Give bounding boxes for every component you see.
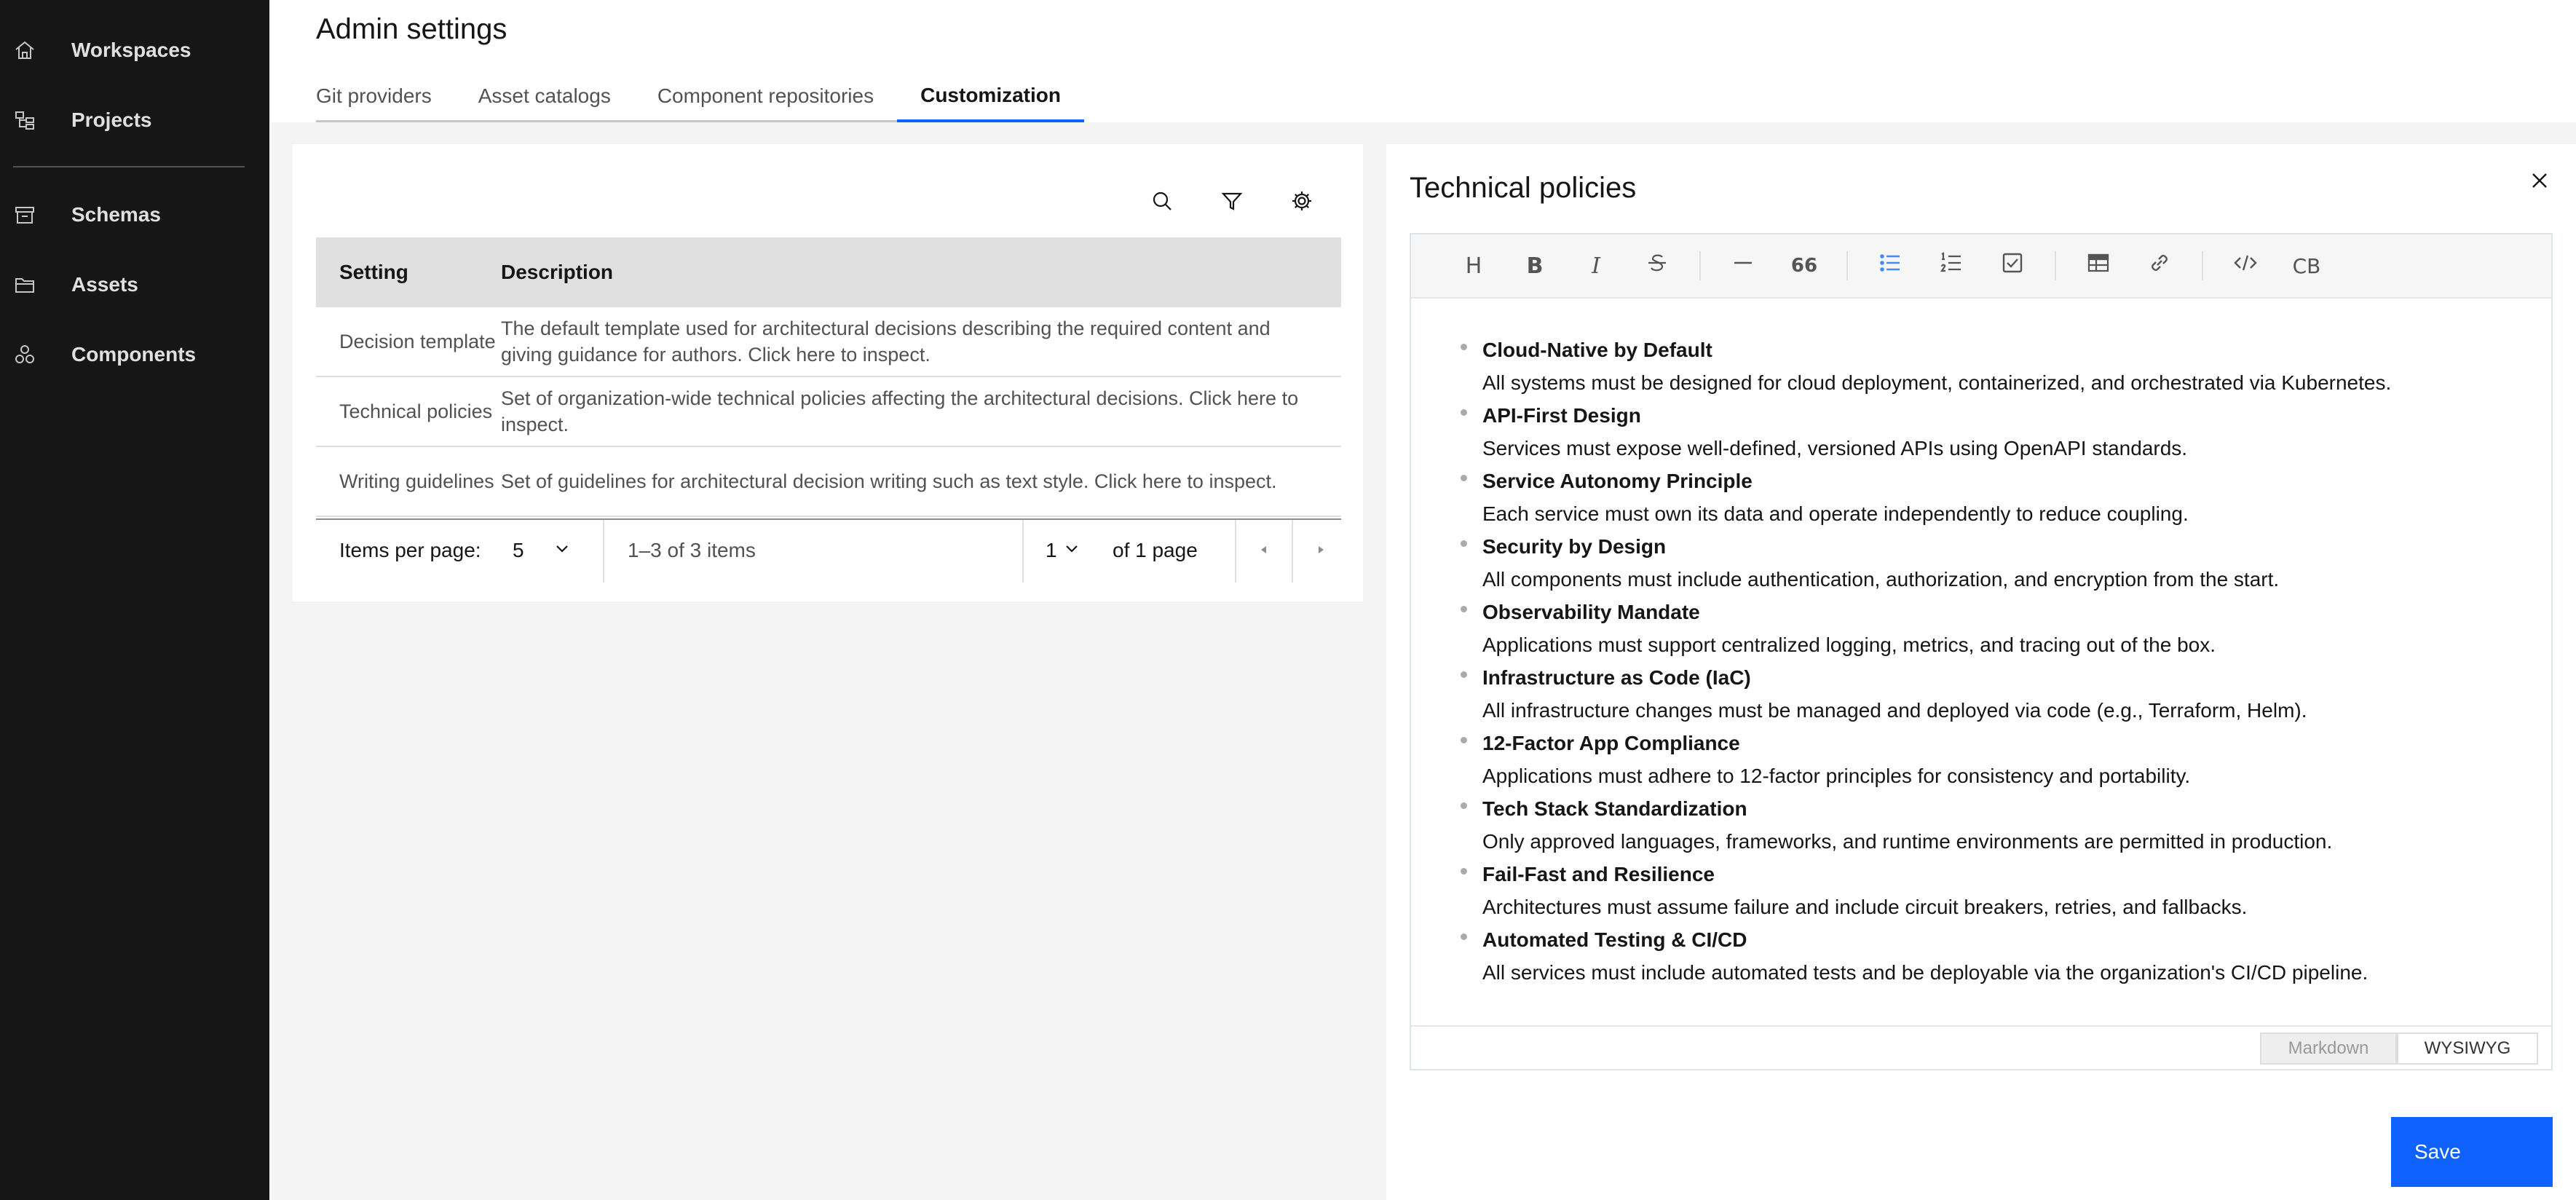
pagination-divider [1022, 520, 1024, 583]
table-header [316, 237, 1341, 307]
items-per-page-label: Items per page: [339, 539, 481, 561]
policy-description: All services must include automated tests and be deployable via the organization's CI/CD pipeline. [1482, 961, 2368, 984]
next-page-button[interactable] [1293, 519, 1348, 582]
link-button[interactable] [2141, 247, 2178, 285]
project-icon [13, 108, 36, 132]
code-block-icon: CB [2292, 253, 2321, 278]
editor-content[interactable] [1411, 299, 2551, 1027]
policy-title: Security by Design [1482, 535, 1667, 558]
ordered-list-button[interactable] [1932, 247, 1970, 285]
close-button[interactable] [2525, 167, 2554, 197]
table-icon [2086, 250, 2111, 281]
policy-editor-panel [1386, 144, 2576, 1200]
description-cell: Set of organization-wide technical policies affecting the architectural decisions. Click here to inspect. [501, 387, 1299, 435]
wysiwyg-mode-tab[interactable]: WYSIWYG [2397, 1033, 2538, 1065]
setting-cell: Decision template [339, 331, 496, 352]
policy-description: Only approved languages, frameworks, and runtime environments are permitted in production. [1482, 830, 2333, 853]
sidebar-item-label: Schemas [71, 203, 161, 226]
toolbar-separator [2055, 251, 2056, 280]
policy-description: All components must include authentication, authorization, and encryption from the start. [1482, 568, 2280, 591]
policy-title: Fail-Fast and Resilience [1482, 863, 1715, 885]
items-range: 1–3 of 3 items [628, 539, 756, 561]
list-item [1459, 596, 2551, 661]
setting-cell: Technical policies [339, 400, 493, 422]
settings-icon[interactable] [1286, 185, 1318, 217]
horizontal-rule-button[interactable] [1724, 247, 1762, 285]
code-icon [2233, 250, 2258, 281]
strikethrough-icon [1645, 250, 1670, 281]
page-select[interactable] [1046, 539, 1080, 562]
pagination [316, 518, 1341, 581]
policy-description: All infrastructure changes must be managed and deployed via code (e.g., Terraform, Helm). [1482, 699, 2307, 722]
toolbar-separator [2202, 251, 2203, 280]
settings-table [316, 237, 1341, 517]
items-per-page-select[interactable] [513, 539, 571, 562]
markdown-mode-tab[interactable]: Markdown [2260, 1033, 2397, 1065]
panel-title: Technical policies [1410, 172, 1637, 204]
sidebar-item-assets[interactable] [0, 259, 269, 310]
task-list-icon [2000, 250, 2025, 281]
schema-icon [13, 203, 36, 226]
bullet-list-button[interactable] [1871, 247, 1909, 285]
list-item [1459, 530, 2551, 596]
close-icon [2530, 171, 2549, 194]
policy-description: Architectures must assume failure and include circuit breakers, retries, and fallbacks. [1482, 896, 2248, 918]
bullet-list-icon [1878, 250, 1903, 281]
sidebar-item-label: Assets [71, 273, 138, 296]
table-button[interactable] [2079, 247, 2117, 285]
description-cell: The default template used for architectural decisions describing the required content and giving guidance for authors. Click here to inspect. [501, 317, 1271, 366]
italic-icon: I [1592, 253, 1600, 279]
tab-asset-catalogs[interactable]: Asset catalogs [455, 71, 634, 122]
sidebar-item-label: Workspaces [71, 39, 191, 61]
policy-title: Service Autonomy Principle [1482, 470, 1753, 492]
policy-title: Tech Stack Standardization [1482, 797, 1747, 820]
list-item [1459, 792, 2551, 858]
rich-text-editor [1410, 233, 2553, 1070]
sidebar-divider [13, 166, 245, 167]
heading-button[interactable] [1455, 247, 1493, 285]
policy-title: Automated Testing & CI/CD [1482, 928, 1747, 951]
list-item [1459, 727, 2551, 792]
sidebar-item-schemas[interactable] [0, 189, 269, 240]
items-per-page-value: 5 [513, 539, 524, 561]
list-item [1459, 465, 2551, 530]
table-row[interactable] [316, 377, 1341, 447]
setting-cell: Writing guidelines [339, 470, 494, 492]
quote-icon: 66 [1790, 255, 1818, 277]
folder-icon [13, 273, 36, 296]
policy-title: API-First Design [1482, 404, 1641, 427]
previous-page-button[interactable] [1236, 519, 1292, 582]
list-item [1459, 923, 2551, 989]
policy-title: Cloud-Native by Default [1482, 339, 1712, 361]
sidebar-item-label: Projects [71, 108, 152, 131]
components-icon [13, 343, 36, 366]
task-list-button[interactable] [1994, 247, 2031, 285]
bold-icon: B [1526, 253, 1544, 279]
list-item [1459, 661, 2551, 727]
sidebar-item-label: Components [71, 343, 197, 366]
policy-description: Applications must support centralized logging, metrics, and tracing out of the box. [1482, 633, 2216, 656]
list-item [1459, 858, 2551, 923]
filter-icon[interactable] [1216, 185, 1248, 217]
table-row[interactable] [316, 307, 1341, 377]
page-value: 1 [1046, 539, 1057, 561]
link-icon [2147, 250, 2172, 281]
page-header [269, 0, 2576, 122]
description-cell: Set of guidelines for architectural decision writing such as text style. Click here to inspect. [501, 470, 1277, 492]
tab-git-providers[interactable]: Git providers [316, 71, 455, 122]
sidebar [0, 0, 269, 1200]
search-icon[interactable] [1146, 185, 1178, 217]
policy-description: Services must expose well-defined, versioned APIs using OpenAPI standards. [1482, 437, 2188, 459]
policy-list [1459, 333, 2551, 989]
sidebar-item-components[interactable] [0, 329, 269, 380]
policy-description: Each service must own its data and operate independently to reduce coupling. [1482, 502, 2189, 525]
horizontal-rule-icon [1731, 250, 1755, 281]
policy-description: Applications must adhere to 12-factor principles for consistency and portability. [1482, 765, 2191, 787]
policy-description: All systems must be designed for cloud deployment, containerized, and orchestrated via Kubernetes. [1482, 371, 2392, 394]
table-row[interactable] [316, 447, 1341, 517]
settings-table-panel [293, 144, 1363, 601]
heading-icon: H [1465, 253, 1482, 279]
caret-left-icon [1257, 539, 1271, 562]
quote-button[interactable] [1785, 247, 1823, 285]
strikethrough-button[interactable] [1638, 247, 1676, 285]
pagination-divider [603, 520, 604, 583]
home-icon [13, 39, 36, 62]
policy-title: 12-Factor App Compliance [1482, 732, 1740, 754]
sidebar-item-workspaces[interactable] [0, 25, 269, 76]
code-block-button[interactable] [2288, 247, 2326, 285]
italic-button[interactable] [1577, 247, 1615, 285]
page-title: Admin settings [316, 13, 507, 45]
tab-component-repositories[interactable]: Component repositories [634, 71, 897, 122]
toolbar-separator [1846, 251, 1848, 280]
column-header-description: Description [501, 261, 614, 283]
list-item [1459, 399, 2551, 465]
tab-list [316, 71, 1084, 122]
policy-title: Infrastructure as Code (IaC) [1482, 666, 1751, 689]
list-item [1459, 333, 2551, 399]
editor-mode-bar [1411, 1025, 2551, 1069]
toolbar-separator [1699, 251, 1701, 280]
tab-customization[interactable]: Customization [897, 71, 1084, 122]
editor-toolbar [1411, 234, 2551, 299]
chevron-down-icon [553, 539, 571, 562]
caret-right-icon [1313, 539, 1328, 562]
save-button[interactable]: Save [2391, 1117, 2553, 1187]
column-header-setting: Setting [339, 261, 408, 283]
bold-button[interactable] [1516, 247, 1554, 285]
ordered-list-icon [1939, 250, 1964, 281]
chevron-down-icon [1063, 539, 1080, 562]
sidebar-item-projects[interactable] [0, 95, 269, 146]
code-button[interactable] [2227, 247, 2264, 285]
policy-title: Observability Mandate [1482, 601, 1700, 623]
page-count: of 1 page [1113, 539, 1198, 561]
